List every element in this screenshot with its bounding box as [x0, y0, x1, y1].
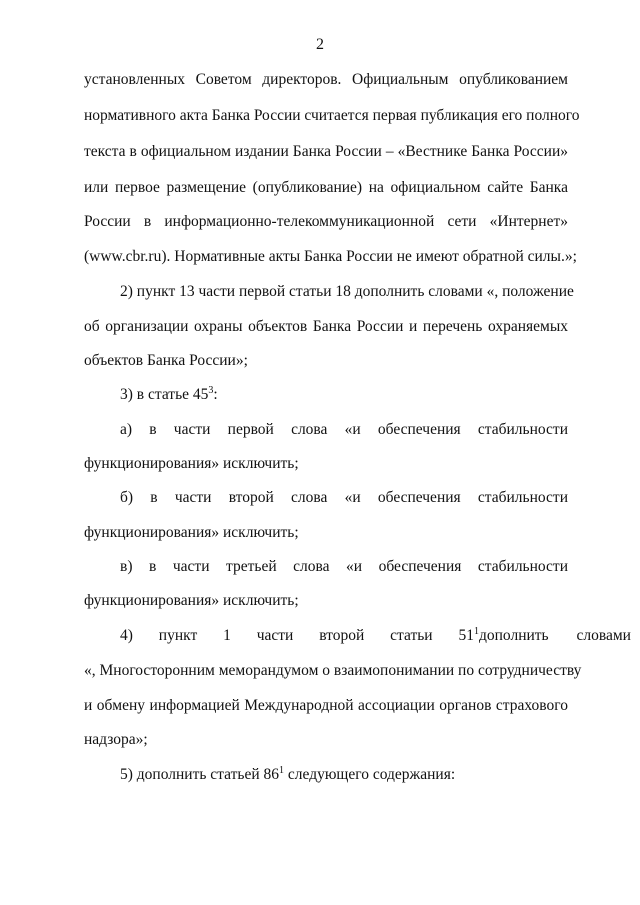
item4-superscript: 1 — [473, 626, 479, 637]
text-line: установленных Советом директоров. Официальным опубликованием — [84, 71, 568, 88]
page-number: 2 — [316, 36, 324, 53]
text-line: объектов Банка России»; — [84, 352, 248, 369]
text-line: а) в части первой слова «и обеспечения стабильности — [120, 421, 568, 438]
text-line: России в информационно-телекоммуникационной сети «Интернет» — [84, 213, 568, 230]
text-line: (www.cbr.ru). Нормативные акты Банка России не имеют обратной силы.»; — [84, 248, 577, 265]
text-line: функционирования» исключить; — [84, 524, 299, 541]
item3-superscript: 3 — [208, 385, 214, 396]
text-line: в) в части третьей слова «и обеспечения стабильности — [120, 558, 568, 575]
list-item-3 — [120, 385, 568, 405]
text-line: текста в официальном издании Банка России – «Вестнике Банка России» — [84, 143, 568, 160]
text-line: «, Многосторонним меморандумом о взаимопонимании по сотрудничеству — [84, 662, 582, 679]
text-line: об организации охраны объектов Банка России и перечень охраняемых — [84, 318, 568, 335]
text-line: функционирования» исключить; — [84, 455, 299, 472]
text-line: функционирования» исключить; — [84, 592, 299, 609]
text-line: нормативного акта Банка России считается первая публикация его полного — [84, 107, 580, 124]
item3-end: : — [213, 386, 218, 403]
text-line: надзора»; — [84, 731, 148, 748]
item4-text: 4) пункт 1 части второй статьи 51 — [120, 627, 474, 644]
item4-main — [120, 626, 479, 646]
item3-text: 3) в статье 45 — [120, 386, 209, 403]
list-item-4 — [120, 626, 631, 646]
item5-end: следующего содержания: — [284, 766, 456, 783]
item5-text: 5) дополнить статьей 86 — [120, 766, 280, 783]
list-item-5 — [120, 765, 568, 785]
text-line: или первое размещение (опубликование) на официальном сайте Банка — [84, 179, 568, 196]
item5-superscript: 1 — [279, 765, 285, 776]
item4-end: дополнить словами — [478, 627, 631, 644]
text-line: б) в части второй слова «и обеспечения стабильности — [120, 489, 568, 506]
text-line: 2) пункт 13 части первой статьи 18 дополнить словами «, положение — [120, 283, 574, 300]
text-line: и обмену информацией Международной ассоциации органов страхового — [84, 697, 568, 714]
